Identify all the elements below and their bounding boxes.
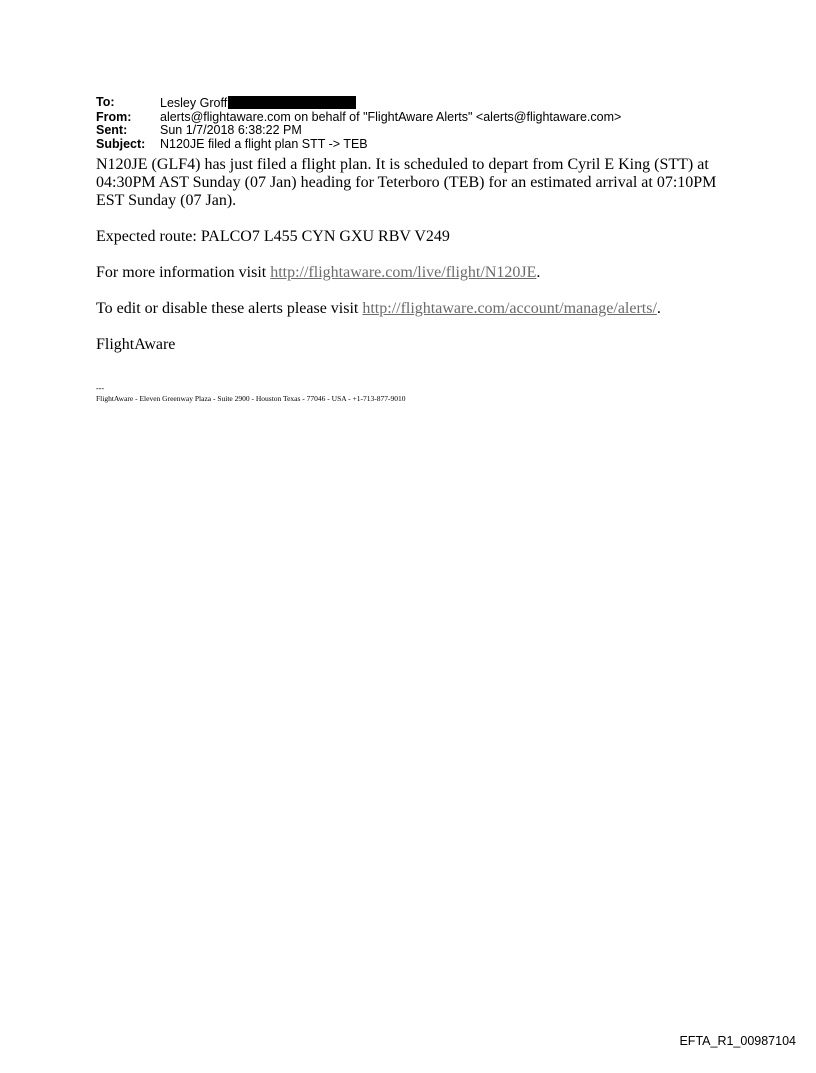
document-id: EFTA_R1_00987104 — [679, 1034, 796, 1048]
flight-link[interactable]: http://flightaware.com/live/flight/N120JE — [270, 264, 537, 281]
header-row-sent — [96, 124, 621, 138]
sent-label: Sent: — [96, 123, 128, 137]
to-value — [160, 96, 356, 111]
more-info-paragraph — [96, 264, 736, 282]
from-label: From: — [96, 109, 132, 124]
alerts-prefix: To edit or disable these alerts please visit — [96, 300, 363, 317]
flight-plan-paragraph: N120JE (GLF4) has just filed a flight plan. It is scheduled to depart from Cyril E King (STT) at 04:30PM AST Sunday (07 Jan) heading for Teterboro (TEB) for an estimated arrival at 07:10PM EST Sunday (07 Jan). — [96, 156, 717, 209]
sent-value: Sun 1/7/2018 6:38:22 PM — [160, 123, 302, 137]
header-row-to — [96, 96, 621, 111]
header-row-subject — [96, 138, 621, 152]
to-name: Lesley Groff — [160, 96, 228, 110]
to-label: To: — [96, 95, 115, 109]
signoff: FlightAware — [96, 336, 176, 353]
signature-separator: --- — [96, 384, 104, 393]
footer-address: FlightAware - Eleven Greenway Plaza - Suite 2900 - Houston Texas - 77046 - USA - +1-713-877-9010 — [96, 394, 406, 403]
redaction-block — [228, 96, 356, 109]
email-header — [96, 96, 621, 151]
route-paragraph: Expected route: PALCO7 L455 CYN GXU RBV V249 — [96, 228, 450, 245]
more-info-prefix: For more information visit — [96, 264, 271, 281]
alerts-suffix: . — [656, 300, 661, 317]
header-row-from — [96, 111, 621, 125]
subject-label: Subject: — [96, 136, 146, 151]
manage-alerts-link[interactable]: http://flightaware.com/account/manage/alerts/ — [362, 300, 657, 317]
subject-value: N120JE filed a flight plan STT -> TEB — [160, 136, 368, 151]
more-info-suffix: . — [536, 264, 541, 281]
email-body — [96, 156, 736, 372]
alerts-paragraph — [96, 300, 736, 318]
from-value: alerts@flightaware.com on behalf of "FlightAware Alerts" <alerts@flightaware.com> — [160, 109, 622, 124]
